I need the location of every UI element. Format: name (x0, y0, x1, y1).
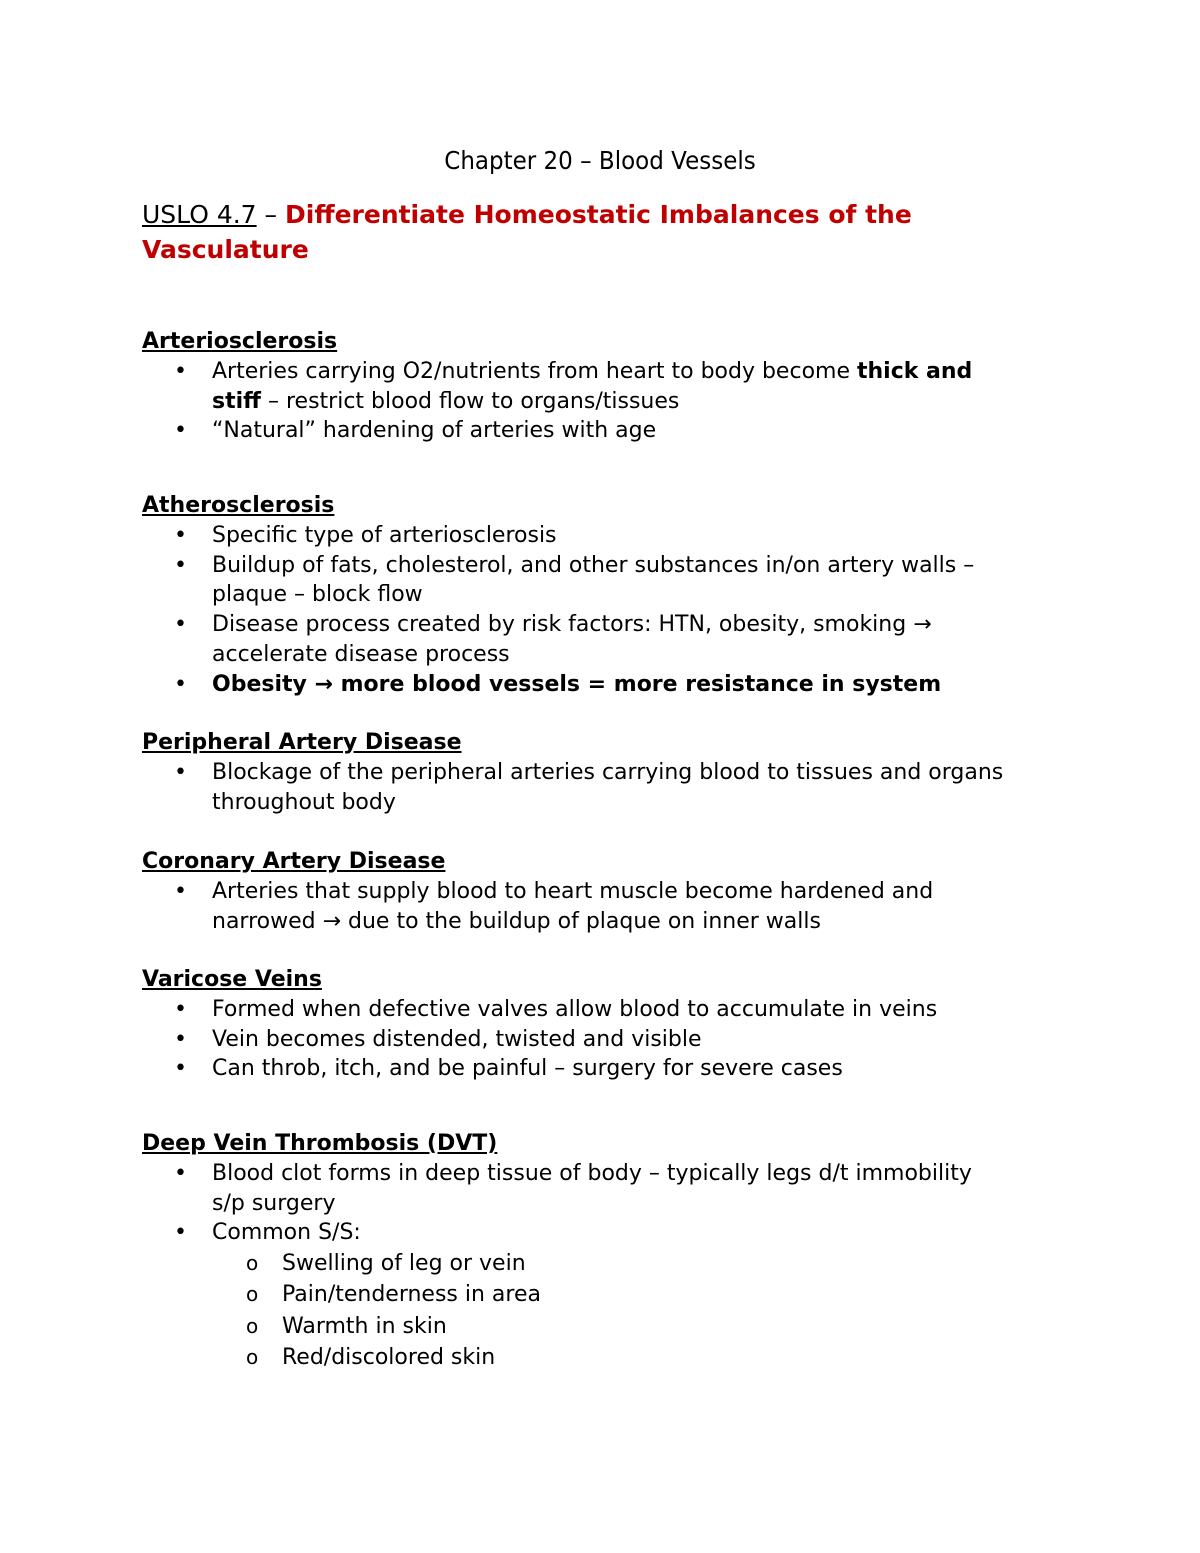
bullet-icon: • (174, 523, 187, 548)
bullet-list (142, 1159, 1092, 1373)
circle-bullet-icon: o (246, 1282, 259, 1307)
sub-item-text: Swelling of leg or vein (282, 1251, 526, 1277)
bullet-icon: • (174, 997, 187, 1022)
item-text: Arteries carrying O2/nutrients from heart to body become (212, 359, 857, 384)
list-item (142, 521, 1092, 551)
bullet-list (142, 877, 1092, 936)
section-atherosclerosis (142, 491, 1092, 699)
list-item (142, 610, 1092, 669)
item-bold-text: stiff (212, 388, 261, 414)
item-text: throughout body (212, 789, 396, 815)
bullet-icon: • (174, 879, 187, 904)
circle-bullet-icon: o (246, 1251, 259, 1276)
uslo-dash: – (256, 200, 285, 229)
list-item (142, 995, 1092, 1025)
item-bold-text: Obesity → more blood vessels = more resistance in system (212, 671, 942, 697)
section-arteriosclerosis (142, 327, 1092, 446)
list-item (142, 357, 1092, 416)
item-text: narrowed → due to the buildup of plaque on inner walls (212, 908, 821, 934)
item-text: accelerate disease process (212, 641, 510, 667)
item-text: Can throb, itch, and be painful – surgery for severe cases (212, 1056, 843, 1082)
section-heading: Arteriosclerosis (142, 329, 338, 354)
section-heading: Deep Vein Thrombosis (DVT) (142, 1131, 498, 1156)
section-heading: Varicose Veins (142, 967, 322, 992)
uslo-objective-line2: Vasculature (142, 235, 309, 264)
item-text: – restrict blood flow to organs/tissues (260, 388, 680, 414)
bullet-list (142, 521, 1092, 699)
item-text: “Natural” hardening of arteries with age (212, 418, 657, 444)
section-heading: Peripheral Artery Disease (142, 730, 462, 755)
section-deep-vein-thrombosis (142, 1129, 1092, 1373)
bullet-list (142, 357, 1092, 446)
bullet-icon: • (174, 359, 187, 384)
circle-bullet-icon: o (246, 1345, 259, 1369)
chapter-title: Chapter 20 – Blood Vessels (444, 146, 756, 175)
bullet-icon: • (174, 552, 187, 578)
bullet-icon: • (174, 671, 187, 697)
sub-bullet-list (212, 1248, 1092, 1373)
sub-item-text: Pain/tenderness in area (282, 1282, 541, 1308)
list-item (142, 551, 1092, 610)
list-item (142, 1218, 1092, 1373)
list-item (142, 758, 1092, 817)
section-heading: Atherosclerosis (142, 493, 335, 518)
bullet-list (142, 758, 1092, 817)
item-text: Buildup of fats, cholesterol, and other substances in/on artery walls – (212, 552, 975, 578)
bullet-icon: • (174, 418, 187, 444)
sub-item-text: Warmth in skin (282, 1313, 447, 1339)
section-peripheral-artery-disease (142, 728, 1092, 817)
sub-list-item (212, 1279, 1092, 1310)
bullet-icon: • (174, 1026, 187, 1052)
section-coronary-artery-disease (142, 847, 1092, 936)
circle-bullet-icon: o (246, 1313, 259, 1338)
uslo-objective (142, 197, 1042, 267)
item-text: Blockage of the peripheral arteries carrying blood to tissues and organs (212, 760, 1004, 785)
bullet-list (142, 995, 1092, 1084)
sub-item-text: Red/discolored skin (282, 1345, 496, 1370)
item-bold-text: thick and (856, 359, 973, 384)
item-text: Specific type of arteriosclerosis (212, 523, 557, 548)
section-heading: Coronary Artery Disease (142, 849, 446, 874)
bullet-icon: • (174, 1220, 187, 1246)
item-text: Arteries that supply blood to heart muscle become hardened and (212, 879, 934, 904)
item-text: Common S/S: (212, 1220, 361, 1246)
item-text: plaque – block flow (212, 582, 423, 608)
list-item (142, 1054, 1092, 1084)
item-text: Disease process created by risk factors: HTN, obesity, smoking → (212, 612, 932, 638)
list-item (142, 1159, 1092, 1218)
list-item (142, 877, 1092, 936)
list-item (142, 1025, 1092, 1055)
item-text: Blood clot forms in deep tissue of body – typically legs d/t immobility (212, 1161, 972, 1186)
list-item (142, 416, 1092, 446)
bullet-icon: • (174, 760, 187, 785)
item-text: Formed when defective valves allow blood to accumulate in veins (212, 997, 938, 1022)
item-text: Vein becomes distended, twisted and visible (212, 1026, 702, 1052)
sub-list-item (212, 1248, 1092, 1279)
section-varicose-veins (142, 965, 1092, 1084)
sub-list-item (212, 1342, 1092, 1373)
bullet-icon: • (174, 1161, 187, 1186)
bullet-icon: • (174, 1056, 187, 1082)
list-item (142, 670, 1092, 700)
item-text: s/p surgery (212, 1190, 336, 1216)
uslo-objective-line1: Differentiate Homeostatic Imbalances of the (285, 200, 912, 229)
bullet-icon: • (174, 612, 187, 638)
sub-list-item (212, 1311, 1092, 1342)
uslo-code: USLO 4.7 (142, 200, 257, 229)
